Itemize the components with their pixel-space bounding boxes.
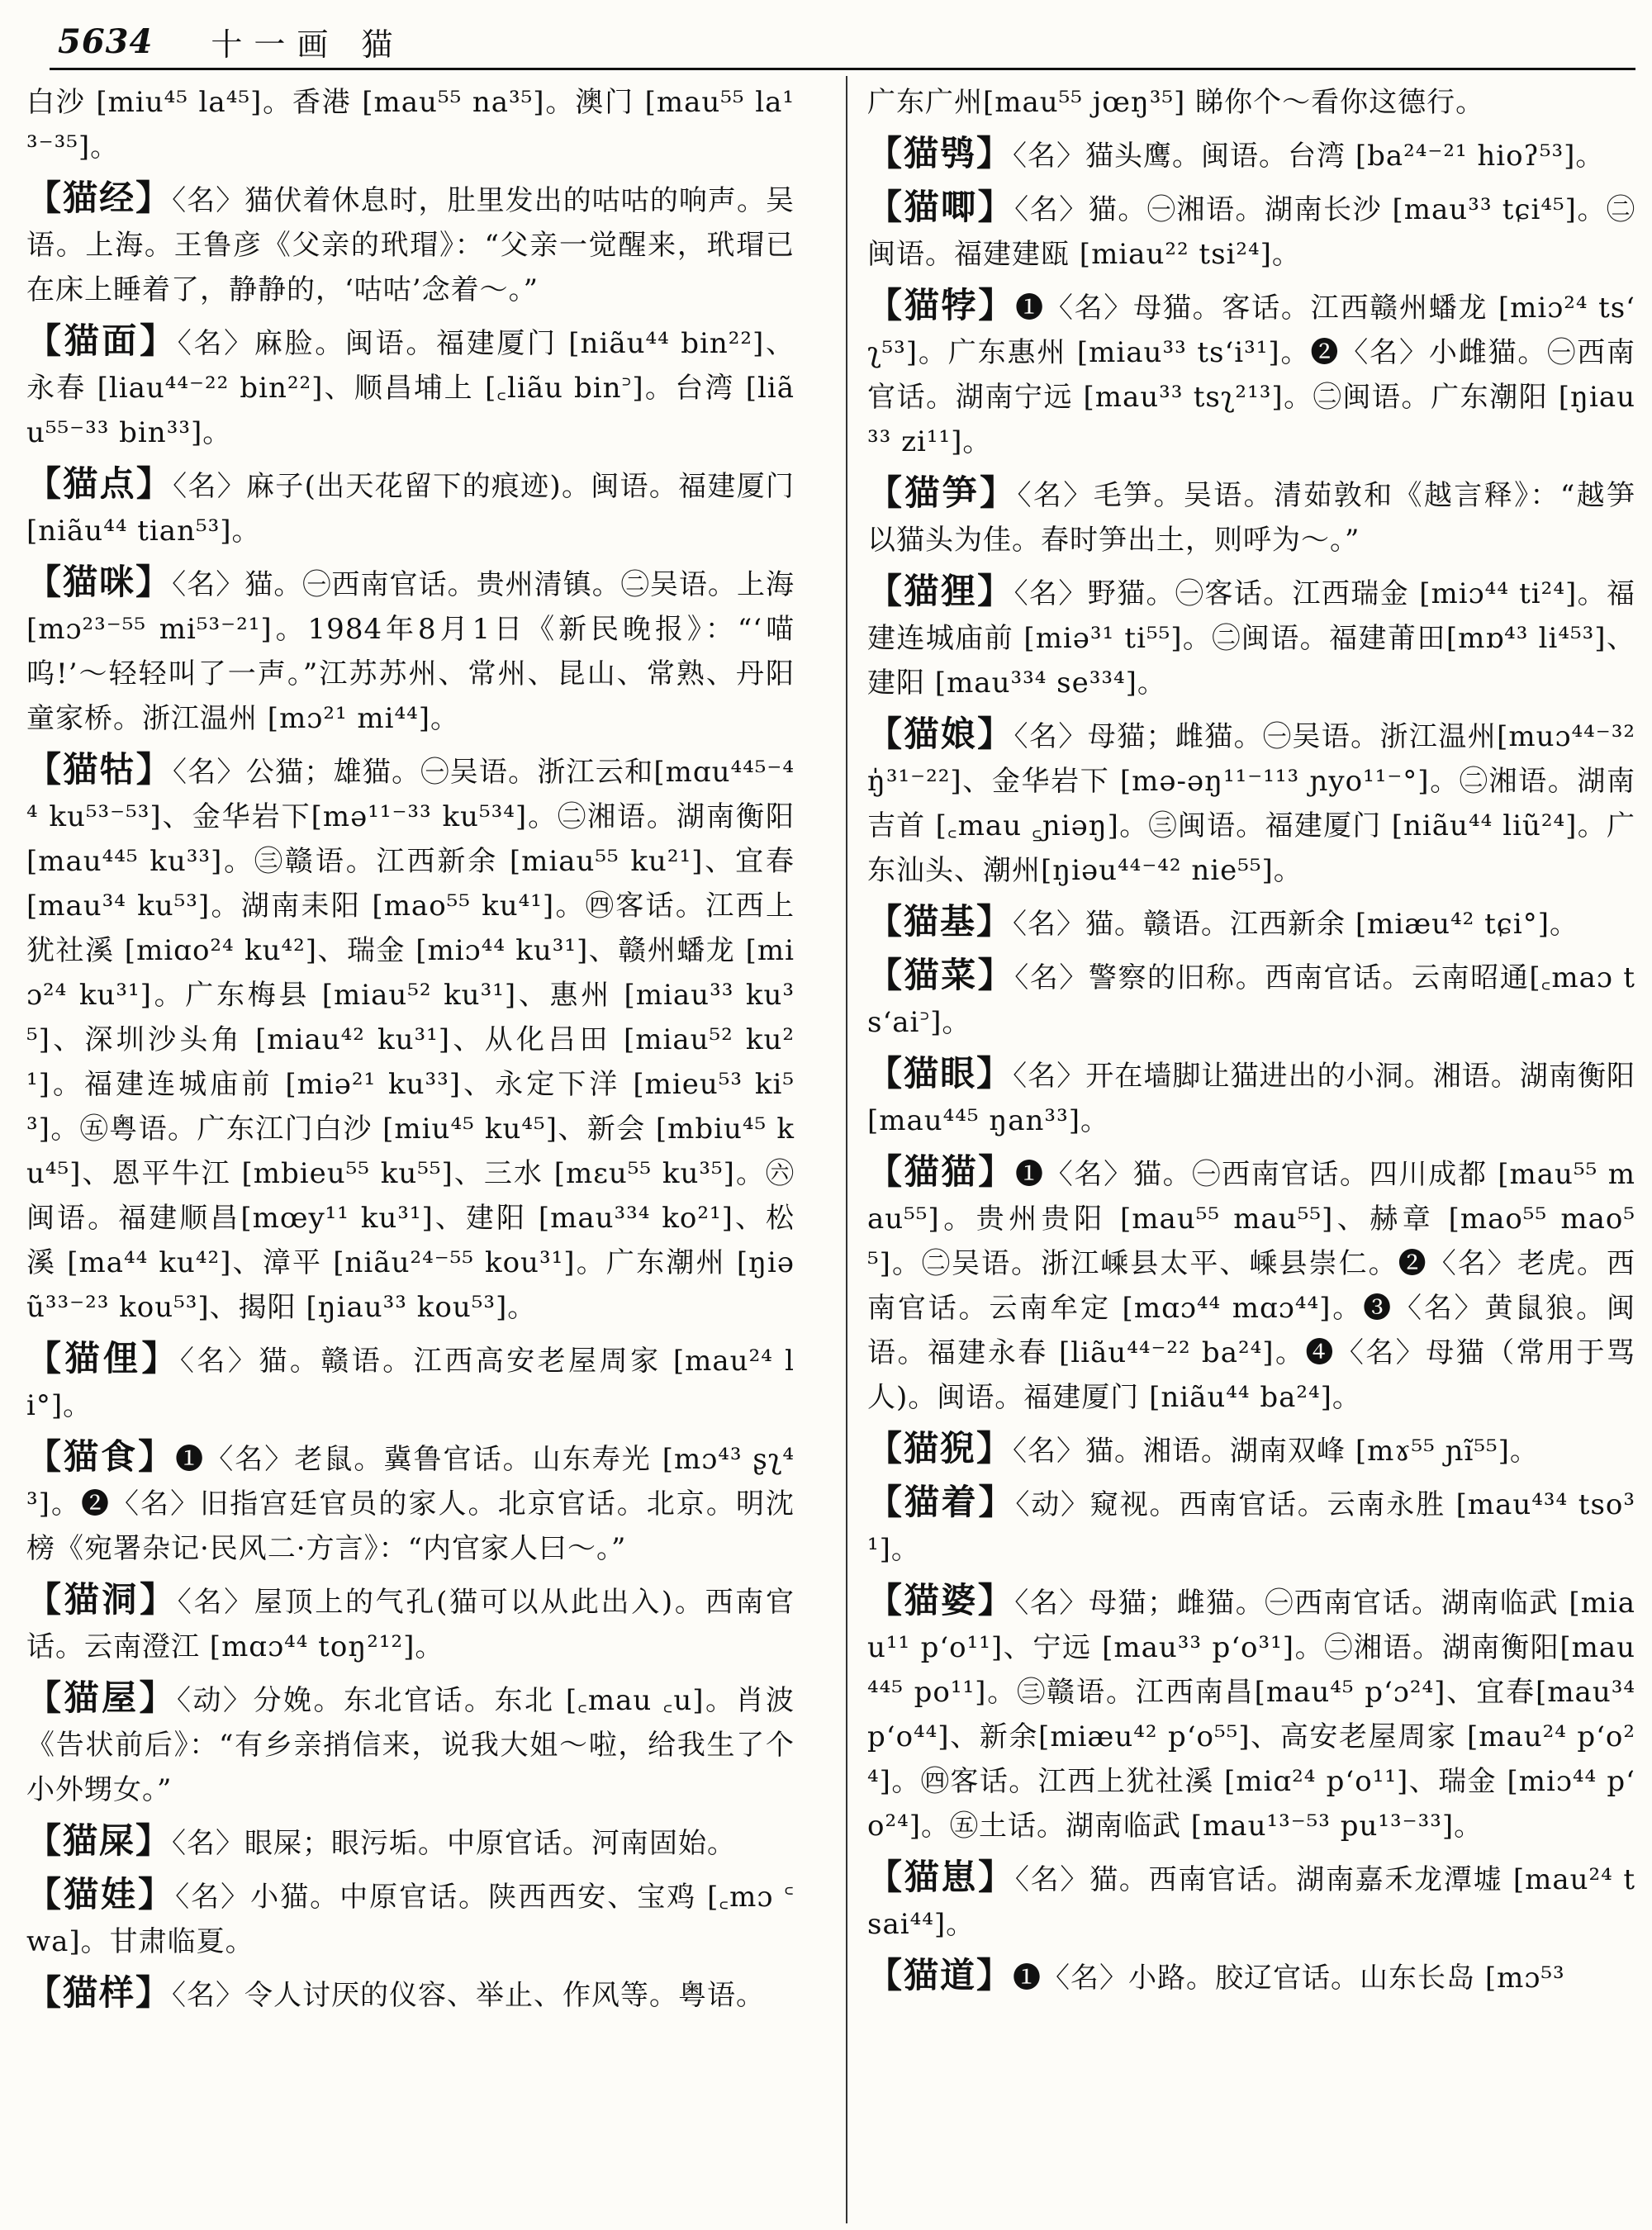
entry-headword: 【猫娃】: [26, 1874, 176, 1914]
right-column: [867, 78, 1635, 2217]
dictionary-entry: [867, 1480, 1635, 1572]
entry-headword: 【猫㹀】: [867, 285, 1016, 325]
dictionary-entry: [867, 1855, 1635, 1947]
dictionary-entry: [26, 1336, 795, 1428]
entry-headword: 【猫道】: [867, 1955, 1014, 1995]
entry-text: 白沙 [miu⁴⁵ la⁴⁵]。香港 [mau⁵⁵ na³⁵]。澳门 [mau⁵⁵ la¹³⁻³⁵]。: [26, 86, 795, 164]
left-column: [26, 78, 795, 2217]
entry-headword: 【猫牯】: [26, 749, 173, 790]
dictionary-entry: [867, 1426, 1635, 1473]
entry-text: 〈动〉窥视。西南官话。云南永胜 [mau⁴³⁴ tso³¹]。: [867, 1488, 1635, 1566]
entry-text: 〈名〉猫。西南官话。湖南嘉禾龙潭墟 [mau²⁴ tsai⁴⁴]。: [867, 1863, 1635, 1941]
entry-text: 〈名〉猫。赣语。江西高安老屋周家 [mau²⁴ li°]。: [26, 1345, 795, 1422]
entry-headword: 【猫屋】: [26, 1677, 178, 1718]
dictionary-entry: [867, 953, 1635, 1045]
entry-text: 〈名〉小猫。中原官话。陕西西安、宝鸡 [꜀mɔ ꜂wa]。甘肃临夏。: [26, 1881, 795, 1958]
entry-headword: 【猫着】: [867, 1482, 1016, 1522]
entry-headword: 【猫唧】: [867, 187, 1015, 227]
entry-text: 〈名〉眼屎；眼污垢。中原官话。河南固始。: [172, 1827, 737, 1860]
dictionary-entry: [26, 78, 795, 169]
entry-text: 〈名〉麻脸。闽语。福建厦门 [niãu⁴⁴ bin²²]、永春 [liau⁴⁴⁻²² bin²²]、顺昌埔上 [꜀liãu bin꜄]。台湾 [liãu⁵⁵⁻³³ bin³³]。: [26, 327, 795, 449]
entry-text: 〈名〉母猫；雌猫。㊀吴语。浙江温州[muɔ⁴⁴⁻³² ŋ̍³¹⁻²²]、金华岩下 [mə-əŋ¹¹⁻¹¹³ ɲyo¹¹⁻°]。㊁湘语。湖南吉首 [꜀mau ꜁ɲiəŋ]。㊂闽语。福建厦门 [niãu⁴⁴ liũ²⁴]。广东汕头、潮州[ŋiəu⁴⁴⁻⁴² nie⁵⁵]。: [867, 720, 1635, 887]
dictionary-entry: [26, 747, 795, 1330]
dictionary-entry: [26, 560, 795, 741]
entry-headword: 【猫狸】: [867, 571, 1014, 611]
dictionary-entry: [867, 1578, 1635, 1848]
dictionary-entry: [26, 1819, 795, 1866]
entry-headword: 【猫基】: [867, 901, 1014, 942]
entry-headword: 【猫洞】: [26, 1579, 178, 1620]
entry-headword: 【猫鸮】: [867, 133, 1014, 173]
entry-headword: 【猫眼】: [867, 1053, 1014, 1094]
dictionary-entry: [26, 1971, 795, 2018]
entry-text: 〈名〉屋顶上的气孔(猫可以从此出入)。西南官话。云南澄江 [mɑɔ⁴⁴ toŋ²¹²]。: [26, 1586, 795, 1663]
entry-text: 〈名〉麻子(出天花留下的痕迹)。闽语。福建厦门 [niãu⁴⁴ tian⁵³]。: [26, 470, 795, 548]
entry-text: 〈名〉毛笋。吴语。清茹敦和《越言释》：“越笋以猫头为佳。春时笋出土，则呼为～。”: [867, 479, 1635, 557]
entry-headword: 【猫咪】: [26, 562, 173, 602]
entry-text: 〈名〉猫。㊀西南官话。贵州清镇。㊁吴语。上海 [mɔ²³⁻⁵⁵ mi⁵³⁻²¹]。1984年8月1日《新民晚报》：“‘喵呜!’～轻轻叫了一声。”江苏苏州、常州、昆山、常熟、丹阳童家桥。浙江温州 [mɔ²¹ mi⁴⁴]。: [26, 568, 795, 735]
page-number: 5634: [58, 21, 154, 61]
entry-headword: 【猫屎】: [26, 1820, 173, 1861]
entry-headword: 【猫菜】: [867, 955, 1015, 995]
entry-headword: 【猫猫】: [867, 1151, 1015, 1192]
dictionary-entry: [26, 176, 795, 312]
entry-headword: 【猫猊】: [867, 1428, 1014, 1468]
dictionary-entry: [26, 1435, 795, 1571]
entry-headword: 【猫婆】: [867, 1580, 1015, 1620]
entry-text: ❶〈名〉猫。㊀西南官话。四川成都 [mau⁵⁵ mau⁵⁵]。贵州贵阳 [mau⁵⁵ mau⁵⁵]、赫章 [mao⁵⁵ mao⁵⁵]。㊁吴语。浙江嵊县太平、嵊县崇仁。❷〈名〉老虎。西南官话。云南牟定 [mɑɔ⁴⁴ mɑɔ⁴⁴]。❸〈名〉黄鼠狼。闽语。福建永春 [liãu⁴⁴⁻²² ba²⁴]。❹〈名〉母猫（常用于骂人)。闽语。福建厦门 [niãu⁴⁴ ba²⁴]。: [867, 1158, 1635, 1414]
dictionary-entry: [867, 712, 1635, 893]
dictionary-entry: [867, 1051, 1635, 1143]
entry-headword: 【猫俚】: [26, 1338, 180, 1378]
entry-text: 〈名〉母猫；雌猫。㊀西南官话。湖南临武 [miau¹¹ pʻo¹¹]、宁远 [mau³³ pʻo³¹]。㊁湘语。湖南衡阳[mau⁴⁴⁵ po¹¹]。㊂赣语。江西南昌[mau⁴⁵ pʻɔ²⁴]、宜春[mau³⁴ pʻo⁴⁴]、新余[miæu⁴² pʻo⁵⁵]、高安老屋周家 [mau²⁴ pʻo²⁴]。㊃客话。江西上犹社溪 [miɑ²⁴ pʻo¹¹]、瑞金 [miɔ⁴⁴ pʻo²⁴]。㊄土话。湖南临武 [mau¹³⁻⁵³ pu¹³⁻³³]。: [867, 1587, 1635, 1843]
dictionary-entry: [26, 1676, 795, 1812]
entry-text: 〈名〉猫。湘语。湖南双峰 [mɤ⁵⁵ ɲĩ⁵⁵]。: [1013, 1435, 1539, 1468]
column-divider: [846, 76, 847, 2223]
dictionary-entry: [26, 1578, 795, 1669]
entry-text: ❶〈名〉小路。胶辽官话。山东长岛 [mɔ⁵³: [1013, 1962, 1565, 1995]
dictionary-entry: [867, 899, 1635, 947]
entry-text: 〈名〉猫伏着休息时，肚里发出的咕咕的响声。吴语。上海。王鲁彦《父亲的玳瑁》：“父亲一觉醒来，玳瑁已在床上睡着了，静静的，‘咕咕’念着～。”: [26, 184, 795, 306]
dictionary-entry: [867, 1150, 1635, 1420]
dictionary-entry: [26, 1872, 795, 1964]
entry-headword: 【猫崽】: [867, 1857, 1015, 1897]
entry-headword: 【猫笋】: [867, 472, 1018, 513]
entry-text: 〈名〉野猫。㊀客话。江西瑞金 [miɔ⁴⁴ ti²⁴]。福建连城庙前 [miə³¹ ti⁵⁵]。㊁闽语。福建莆田[mɒ⁴³ li⁴⁵³]、建阳 [mau³³⁴ se³³⁴]。: [867, 577, 1635, 700]
dictionary-entry: [26, 319, 795, 455]
entry-text: 〈名〉猫。赣语。江西新余 [miæu⁴² tɕi°]。: [1013, 908, 1578, 941]
entry-text: ❶〈名〉母猫。客话。江西赣州蟠龙 [miɔ²⁴ tsʻʅ⁵³]。广东惠州 [miau³³ tsʻi³¹]。❷〈名〉小雌猫。㊀西南官话。湖南宁远 [mau³³ tsʅ²¹³]。㊁闽语。广东潮阳 [ŋiau³³ zi¹¹]。: [867, 292, 1635, 458]
dictionary-entry: [867, 471, 1635, 562]
entry-text: 〈名〉令人讨厌的仪容、举止、作风等。粤语。: [172, 1979, 766, 2012]
entry-text: 〈名〉公猫；雄猫。㊀吴语。浙江云和[mɑu⁴⁴⁵⁻⁴⁴ ku⁵³⁻⁵³]、金华岩下[mə¹¹⁻³³ ku⁵³⁴]。㊁湘语。湖南衡阳 [mau⁴⁴⁵ ku³³]。㊂赣语。江西新余 [miau⁵⁵ ku²¹]、宜春 [mau³⁴ ku⁵³]。湖南耒阳 [mao⁵⁵ ku⁴¹]。㊃客话。江西上犹社溪 [miɑo²⁴ ku⁴²]、瑞金 [miɔ⁴⁴ ku³¹]、赣州蟠龙 [miɔ²⁴ ku³¹]。广东梅县 [miau⁵² ku³¹]、惠州 [miau³³ ku³⁵]、深圳沙头角 [miau⁴² ku³¹]、从化吕田 [miau⁵² ku²¹]。福建连城庙前 [miə²¹ ku³³]、永定下洋 [mieu⁵³ ki⁵³]。㊄粤语。广东江门白沙 [miu⁴⁵ ku⁴⁵]、新会 [mbiu⁴⁵ ku⁴⁵]、恩平牛江 [mbieu⁵⁵ ku⁵⁵]、三水 [mɛu⁵⁵ ku³⁵]。㊅闽语。福建顺昌[mœy¹¹ ku³¹]、建阳 [mau³³⁴ ko²¹]、松溪 [ma⁴⁴ ku⁴²]、漳平 [niãu²⁴⁻⁵⁵ kou³¹]。广东潮州 [ŋiəũ³³⁻²³ kou⁵³]、揭阳 [ŋiau³³ kou⁵³]。: [26, 756, 795, 1324]
entry-text: 〈名〉猫头鹰。闽语。台湾 [ba²⁴⁻²¹ hioʔ⁵³]。: [1013, 140, 1605, 173]
dictionary-entry: [867, 569, 1635, 705]
entry-text: 〈动〉分娩。东北官话。东北 [꜀mau ꜀u]。肖波《告状前后》：“有乡亲捎信来，说我大姐～啦，给我生了个小外甥女。”: [26, 1684, 795, 1806]
entry-text: 广东广州[mau⁵⁵ jœŋ³⁵] 睇你个～看你这德行。: [867, 86, 1485, 119]
entry-headword: 【猫食】: [26, 1436, 176, 1477]
entry-headword: 【猫面】: [26, 320, 178, 361]
entry-text: 〈名〉警察的旧称。西南官话。云南昭通[꜀maɔ tsʻai꜄]。: [867, 961, 1635, 1039]
dictionary-entry: [867, 185, 1635, 277]
dictionary-entry: [867, 283, 1635, 464]
entry-headword: 【猫经】: [26, 178, 173, 218]
entry-text: ❶〈名〉老鼠。冀鲁官话。山东寿光 [mɔ⁴³ ʂʅ⁴³]。❷〈名〉旧指宫廷官员的家人。北京官话。北京。明沈榜《宛署杂记·民风二·方言》：“内官家人曰～。”: [26, 1443, 795, 1565]
dictionary-entry: [867, 131, 1635, 178]
page-header: [58, 18, 1627, 64]
dictionary-entry: [26, 462, 795, 553]
entry-text: 〈名〉猫。㊀湘语。湖南长沙 [mau³³ tɕi⁴⁵]。㊁闽语。福建建瓯 [miau²² tsi²⁴]。: [867, 193, 1635, 271]
dictionary-entry: [867, 78, 1635, 125]
entry-text: 〈名〉开在墙脚让猫进出的小洞。湘语。湖南衡阳 [mau⁴⁴⁵ ŋan³³]。: [867, 1060, 1635, 1137]
entry-headword: 【猫娘】: [867, 714, 1014, 754]
entry-headword: 【猫样】: [26, 1972, 173, 2013]
dictionary-entry: [867, 1953, 1635, 2000]
header-rule: [50, 68, 1635, 70]
page-title: 十一画 猫: [211, 26, 405, 63]
entry-headword: 【猫点】: [26, 463, 173, 504]
